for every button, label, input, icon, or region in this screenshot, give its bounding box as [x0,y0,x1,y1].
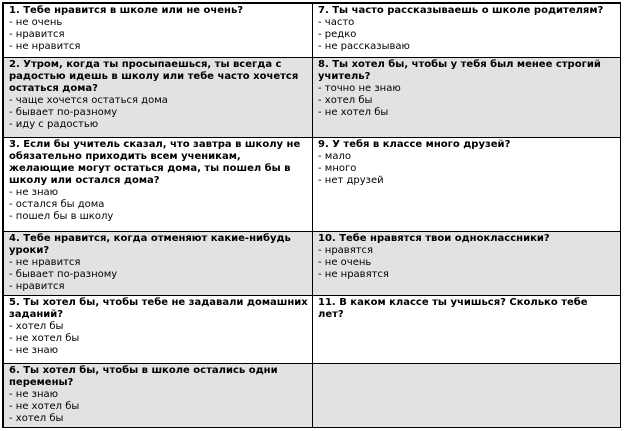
question-cell-9 [313,138,621,232]
question-cell-11 [313,296,621,364]
question-text: 8. Ты хотел бы, чтобы у тебя был менее строгий учитель? [318,59,601,82]
question-cell-4 [4,232,313,296]
question-text: 1. Тебе нравится в школе или не очень? [9,5,244,16]
answer-option: - точно не знаю [318,83,616,95]
answer-option: - нравится [9,29,308,41]
table-row [4,138,621,232]
answer-option: - не очень [318,257,616,269]
answer-option: - не нравятся [318,269,616,281]
answer-option: - не хотел бы [318,107,616,119]
question-cell-8 [313,58,621,138]
question-text: 3. Если бы учитель сказал, что завтра в школу не обязательно приходить всем ученикам, желающие могут остаться дома, ты пошел бы в школу или остался дома? [9,139,301,186]
answer-option: - не знаю [9,345,308,357]
answer-option: - не нравится [9,257,308,269]
question-text: 5. Ты хотел бы, чтобы тебе не задавали домашних заданий? [9,297,308,320]
question-text: 7. Ты часто рассказываешь о школе родителям? [318,5,604,16]
answer-option: - не рассказываю [318,41,616,53]
answer-option: - не хотел бы [9,333,308,345]
answer-option: - не хотел бы [9,401,308,413]
question-text: 11. В каком классе ты учишься? Сколько тебе лет? [318,297,588,320]
answer-option: - иду с радостью [9,119,308,131]
answer-option: - не нравится [9,41,308,53]
question-cell-1 [4,4,313,58]
answer-option: - чаще хочется остаться дома [9,95,308,107]
table-row [4,232,621,296]
question-cell-2 [4,58,313,138]
question-text: 4. Тебе нравится, когда отменяют какие-нибудь уроки? [9,233,291,256]
question-cell-6 [4,364,313,428]
answer-option: - хотел бы [9,413,308,425]
answer-option: - нет друзей [318,175,616,187]
table-row [4,364,621,428]
answer-option: - не очень [9,17,308,29]
empty-cell [313,364,621,428]
table-row [4,4,621,58]
answer-option: - часто [318,17,616,29]
answer-option: - редко [318,29,616,41]
answer-option: - нравится [9,281,308,293]
answer-option: - бывает по-разному [9,107,308,119]
answer-option: - много [318,163,616,175]
answer-option: - не знаю [9,389,308,401]
questionnaire-table [3,3,621,428]
question-cell-5 [4,296,313,364]
answer-option: - пошел бы в школу [9,211,308,223]
answer-option: - не знаю [9,187,308,199]
answer-option: - бывает по-разному [9,269,308,281]
answer-option: - мало [318,151,616,163]
question-cell-3 [4,138,313,232]
answer-option: - остался бы дома [9,199,308,211]
question-cell-7 [313,4,621,58]
table-row [4,58,621,138]
answer-option: - нравятся [318,245,616,257]
question-text: 6. Ты хотел бы, чтобы в школе остались одни перемены? [9,365,278,388]
question-text: 9. У тебя в классе много друзей? [318,139,511,150]
answer-option: - хотел бы [318,95,616,107]
table-row [4,296,621,364]
question-text: 10. Тебе нравятся твои одноклассники? [318,233,550,244]
question-text: 2. Утром, когда ты просыпаешься, ты всегда с радостью идешь в школу или тебе часто хочется остаться дома? [9,59,299,94]
answer-option: - хотел бы [9,321,308,333]
question-cell-10 [313,232,621,296]
